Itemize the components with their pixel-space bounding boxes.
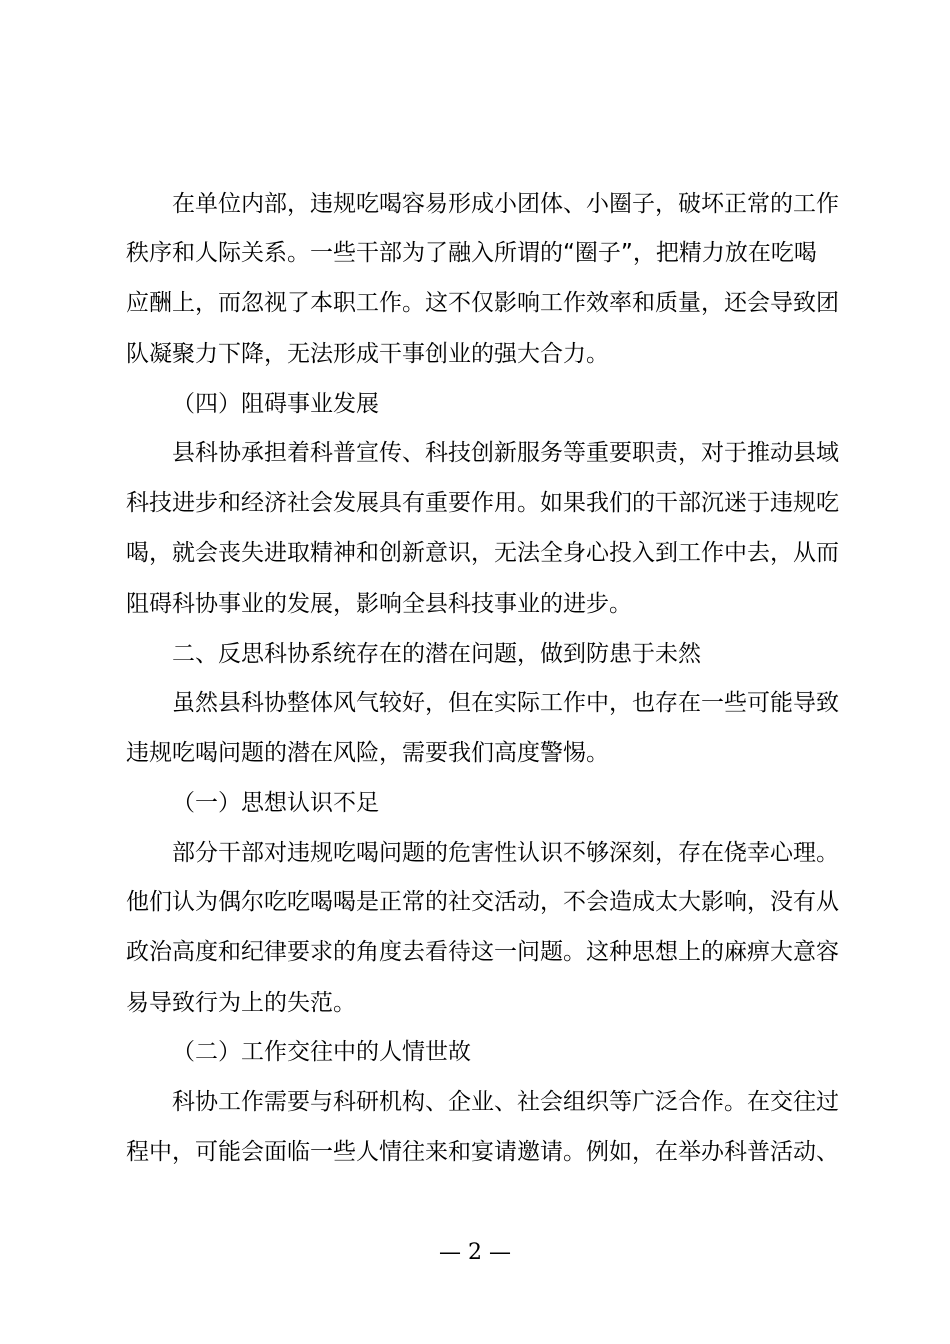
body-text-line: 虽然县科协整体风气较好，但在实际工作中，也存在一些可能导致 (172, 690, 839, 716)
body-text-line: 队凝聚力下降，无法形成干事创业的强大合力。 (126, 341, 609, 367)
page-number: — 2 — (439, 1240, 511, 1265)
body-text-line: 秩序和人际关系。一些干部为了融入所谓的“圈子”，把精力放在吃喝 (126, 240, 817, 266)
section-heading: （二）工作交往中的人情世故 (172, 1039, 471, 1065)
body-text-line: 政治高度和纪律要求的角度去看待这一问题。这种思想上的麻痹大意容 (126, 939, 839, 965)
body-text-line: 阻碍科协事业的发展，影响全县科技事业的进步。 (126, 591, 632, 617)
body-text-line: 违规吃喝问题的潜在风险，需要我们高度警惕。 (126, 740, 609, 766)
body-text-line: 易导致行为上的失范。 (126, 990, 356, 1016)
body-text-line: 程中，可能会面临一些人情往来和宴请邀请。例如，在举办科普活动、 (126, 1139, 839, 1165)
body-text-line: 他们认为偶尔吃吃喝喝是正常的社交活动，不会造成太大影响，没有从 (126, 889, 839, 915)
body-text-line: 县科协承担着科普宣传、科技创新服务等重要职责，对于推动县域 (172, 440, 839, 466)
body-text-line: 部分干部对违规吃喝问题的危害性认识不够深刻，存在侥幸心理。 (172, 840, 839, 866)
body-text-line: 在单位内部，违规吃喝容易形成小团体、小圈子，破坏正常的工作 (172, 191, 839, 217)
section-heading: （四）阻碍事业发展 (172, 391, 379, 417)
body-text-line: 应酬上，而忽视了本职工作。这不仅影响工作效率和质量，还会导致团 (126, 290, 839, 316)
body-text-line: 喝，就会丧失进取精神和创新意识，无法全身心投入到工作中去，从而 (126, 540, 839, 566)
section-heading: （一）思想认识不足 (172, 790, 379, 816)
body-text-line: 科技进步和经济社会发展具有重要作用。如果我们的干部沉迷于违规吃 (126, 490, 839, 516)
body-text-line: 科协工作需要与科研机构、企业、社会组织等广泛合作。在交往过 (172, 1089, 839, 1115)
chapter-heading: 二、反思科协系统存在的潜在问题，做到防患于未然 (172, 641, 701, 667)
